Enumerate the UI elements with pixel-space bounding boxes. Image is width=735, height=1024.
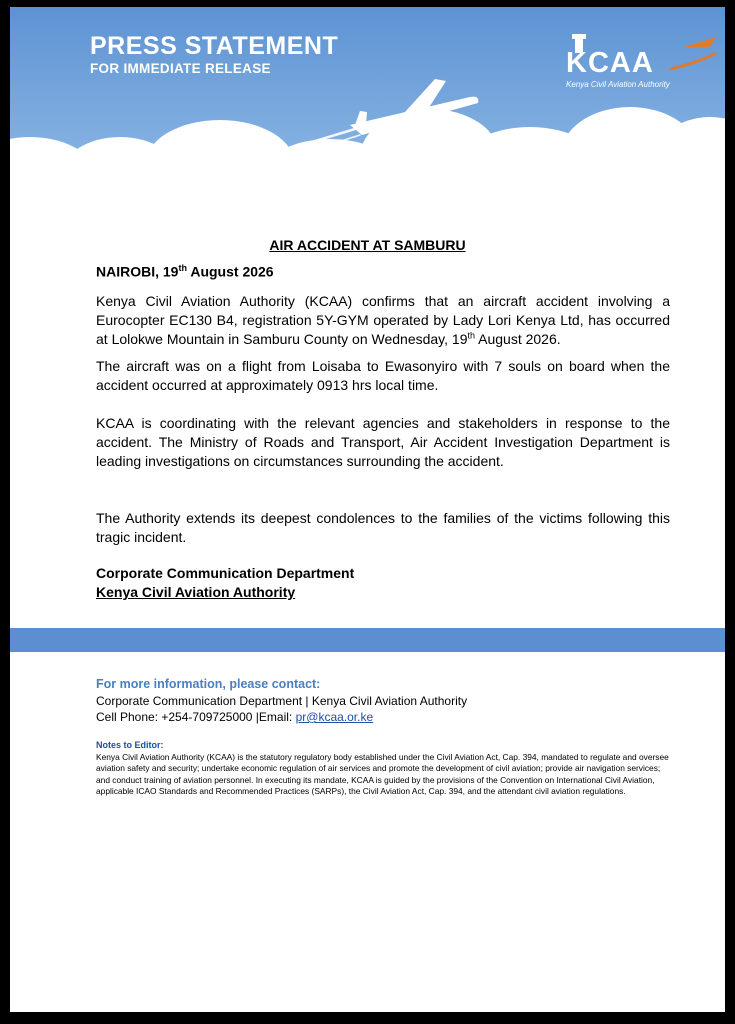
dateline (96, 263, 274, 280)
press-statement-title: PRESS STATEMENT (90, 32, 339, 60)
divider-bar (10, 628, 725, 652)
dateline-suffix: August 2026 (186, 263, 274, 280)
paragraph-2: The aircraft was on a flight from Loisaba to Ewasonyiro with 7 souls on board when the accident occurred at approximately 0913 hrs local time. (96, 358, 670, 393)
paragraph-3: KCAA is coordinating with the relevant agencies and stakeholders in response to the accident. The Ministry of Roads and Transport, Air Accident Investigation Department is leading investigations on circumstances surrounding the accident. (96, 415, 670, 469)
kcaa-logo-text: KCAA (566, 47, 654, 79)
contact-department-line: Corporate Communication Department | Kenya Civil Aviation Authority (96, 694, 468, 708)
immediate-release-subtitle: FOR IMMEDIATE RELEASE (90, 61, 271, 76)
paragraph-1 (96, 292, 670, 349)
article-headline: AIR ACCIDENT AT SAMBURU (269, 237, 466, 253)
header-banner (10, 7, 725, 202)
dateline-ordinal: th (178, 263, 187, 273)
kcaa-logo-subtitle: Kenya Civil Aviation Authority (566, 80, 670, 89)
paragraph-4: The Authority extends its deepest condolences to the families of the victims following this tragic incident. (96, 510, 670, 545)
notes-body: Kenya Civil Aviation Authority (KCAA) is the statutory regulatory body established under the Civil Aviation Act, Cap. 394, mandated to regulate and oversee aviation safety and security; undertake economic regulation of air services and promote the development of civil aviation; provide air navigation services; and conduct training of aviation personnel. In executing its mandate, KCAA is guided by the provisions of the Convention on International Civil Aviation, applicable ICAO Standards and Recommended Practices (SARPs), the Civil Aviation Act, Cap. 394, and the attendant civil aviation regulations. (96, 752, 669, 796)
press-statement-page (10, 7, 725, 1012)
dateline-prefix: NAIROBI, 19 (96, 263, 179, 280)
signature-organization: Kenya Civil Aviation Authority (96, 584, 296, 600)
notes-heading: Notes to Editor: (96, 740, 164, 750)
paragraph-1-text-b: August 2026. (475, 331, 561, 347)
paragraph-1-text-a: Kenya Civil Aviation Authority (KCAA) confirms that an aircraft accident involving a Eurocopter EC130 B4, registration 5Y-GYM operated by Lady Lori Kenya Ltd, has occurred at Lolokwe Mountain in Samburu County on Wednesday, 19 (96, 293, 670, 347)
contact-email-link[interactable]: pr@kcaa.or.ke (295, 710, 374, 724)
paragraph-1-ordinal: th (467, 330, 476, 341)
contact-phone-text: Cell Phone: +254-709725000 |Email: (96, 710, 296, 724)
signature-department: Corporate Communication Department (96, 565, 355, 581)
contact-heading: For more information, please contact: (96, 677, 321, 691)
contact-phone-line (96, 710, 373, 724)
